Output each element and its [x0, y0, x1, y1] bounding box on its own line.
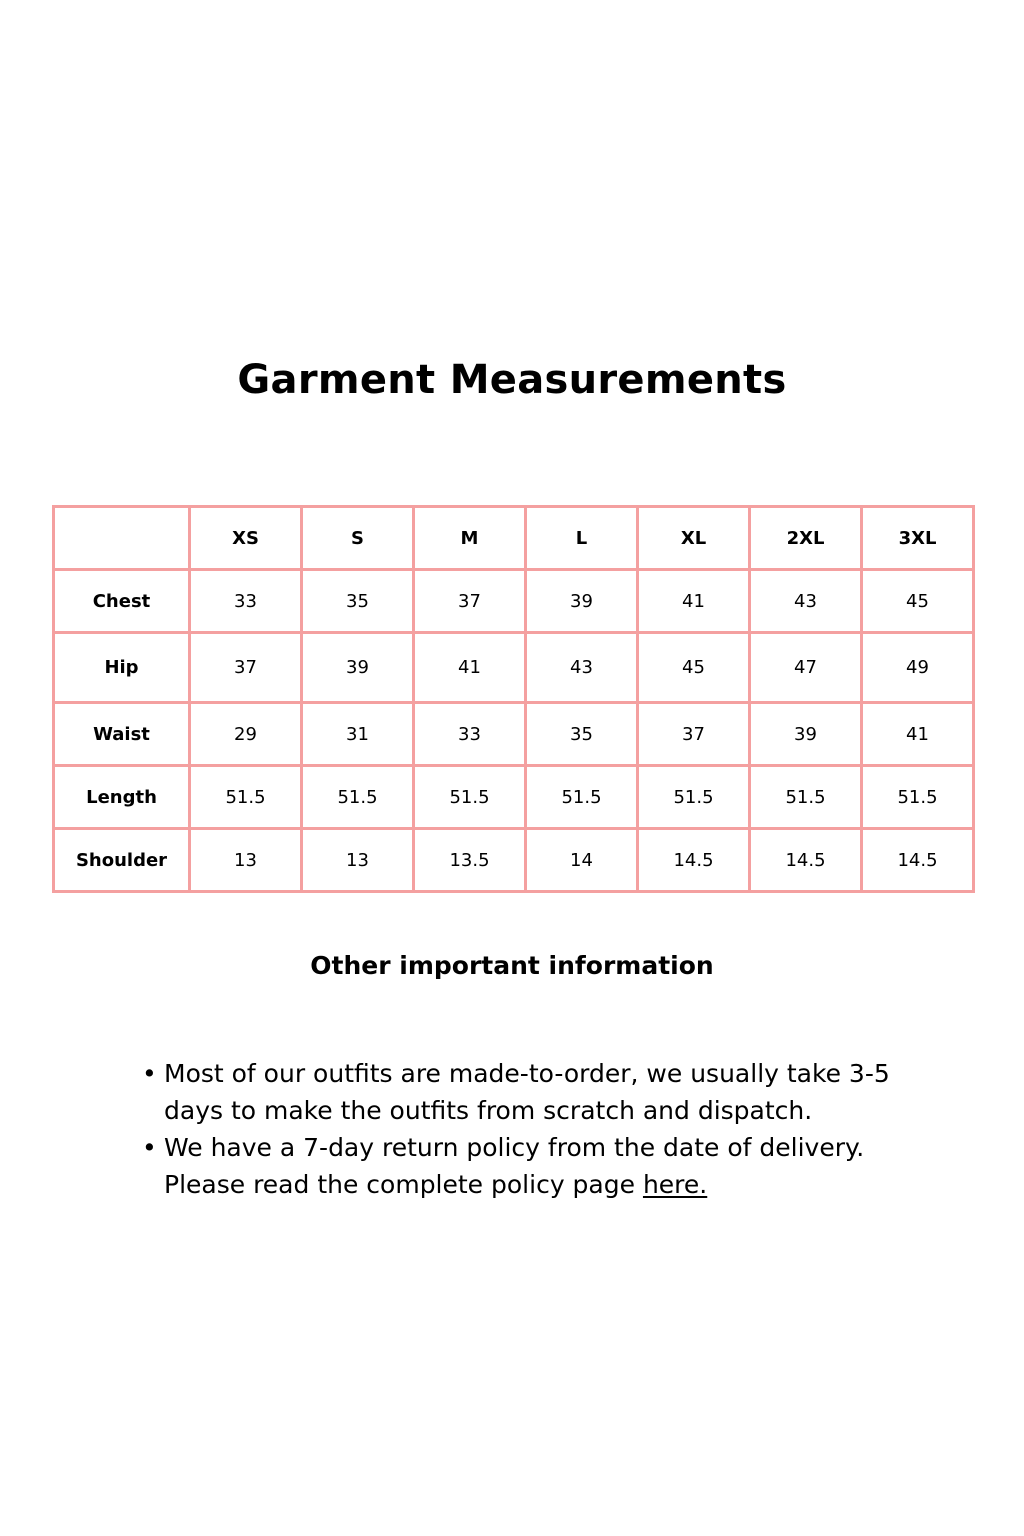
- list-item: [142, 1055, 924, 1129]
- table-cell: 51.5: [862, 766, 974, 829]
- size-header: S: [302, 507, 414, 570]
- info-list: [142, 1055, 924, 1203]
- table-cell: 43: [750, 570, 862, 633]
- table-cell: 49: [862, 633, 974, 703]
- table-cell: 37: [190, 633, 302, 703]
- table-cell: 37: [414, 570, 526, 633]
- row-label: Chest: [54, 570, 190, 633]
- table-cell: 51.5: [638, 766, 750, 829]
- table-cell: 51.5: [750, 766, 862, 829]
- bullet-icon: •: [142, 1133, 157, 1162]
- table-cell: 47: [750, 633, 862, 703]
- table-cell: 31: [302, 703, 414, 766]
- size-header: XL: [638, 507, 750, 570]
- row-label: Shoulder: [54, 829, 190, 892]
- table-cell: 13: [302, 829, 414, 892]
- table-cell: 39: [526, 570, 638, 633]
- table-cell: 14.5: [638, 829, 750, 892]
- table-cell: 37: [638, 703, 750, 766]
- table-cell: 43: [526, 633, 638, 703]
- table-row: [54, 829, 974, 892]
- table-row: [54, 703, 974, 766]
- table-cell: 29: [190, 703, 302, 766]
- row-label: Hip: [54, 633, 190, 703]
- list-item: [142, 1129, 924, 1203]
- table-header-row: [54, 507, 974, 570]
- return-policy-link[interactable]: here.: [642, 1170, 708, 1199]
- size-header: 2XL: [750, 507, 862, 570]
- page-title: Garment Measurements: [237, 357, 787, 403]
- table-cell: 41: [638, 570, 750, 633]
- table-row: [54, 766, 974, 829]
- measurements-table: [52, 505, 975, 893]
- table-cell: 41: [862, 703, 974, 766]
- table-cell: 45: [638, 633, 750, 703]
- table-cell: 51.5: [302, 766, 414, 829]
- table-row: [54, 633, 974, 703]
- table-cell: 51.5: [190, 766, 302, 829]
- size-header: M: [414, 507, 526, 570]
- size-header: L: [526, 507, 638, 570]
- size-header: 3XL: [862, 507, 974, 570]
- list-item-text: We have a 7-day return policy from the date of delivery. Please read the complete policy page: [164, 1133, 865, 1199]
- table-cell: 14.5: [750, 829, 862, 892]
- table-row: [54, 570, 974, 633]
- table-cell: 41: [414, 633, 526, 703]
- table-cell: 35: [526, 703, 638, 766]
- info-heading: Other important information: [310, 951, 714, 980]
- table-cell: 51.5: [526, 766, 638, 829]
- table-cell: 45: [862, 570, 974, 633]
- table-cell: 13.5: [414, 829, 526, 892]
- size-header: XS: [190, 507, 302, 570]
- row-label: Length: [54, 766, 190, 829]
- table-cell: 35: [302, 570, 414, 633]
- corner-cell: [54, 507, 190, 570]
- table-cell: 39: [750, 703, 862, 766]
- table-cell: 33: [190, 570, 302, 633]
- table-cell: 33: [414, 703, 526, 766]
- table-cell: 39: [302, 633, 414, 703]
- table-cell: 13: [190, 829, 302, 892]
- list-item-text: Most of our outfits are made-to-order, we usually take 3-5 days to make the outfits from scratch and dispatch.: [164, 1059, 890, 1125]
- table-cell: 14.5: [862, 829, 974, 892]
- table-cell: 14: [526, 829, 638, 892]
- bullet-icon: •: [142, 1059, 157, 1088]
- table-cell: 51.5: [414, 766, 526, 829]
- row-label: Waist: [54, 703, 190, 766]
